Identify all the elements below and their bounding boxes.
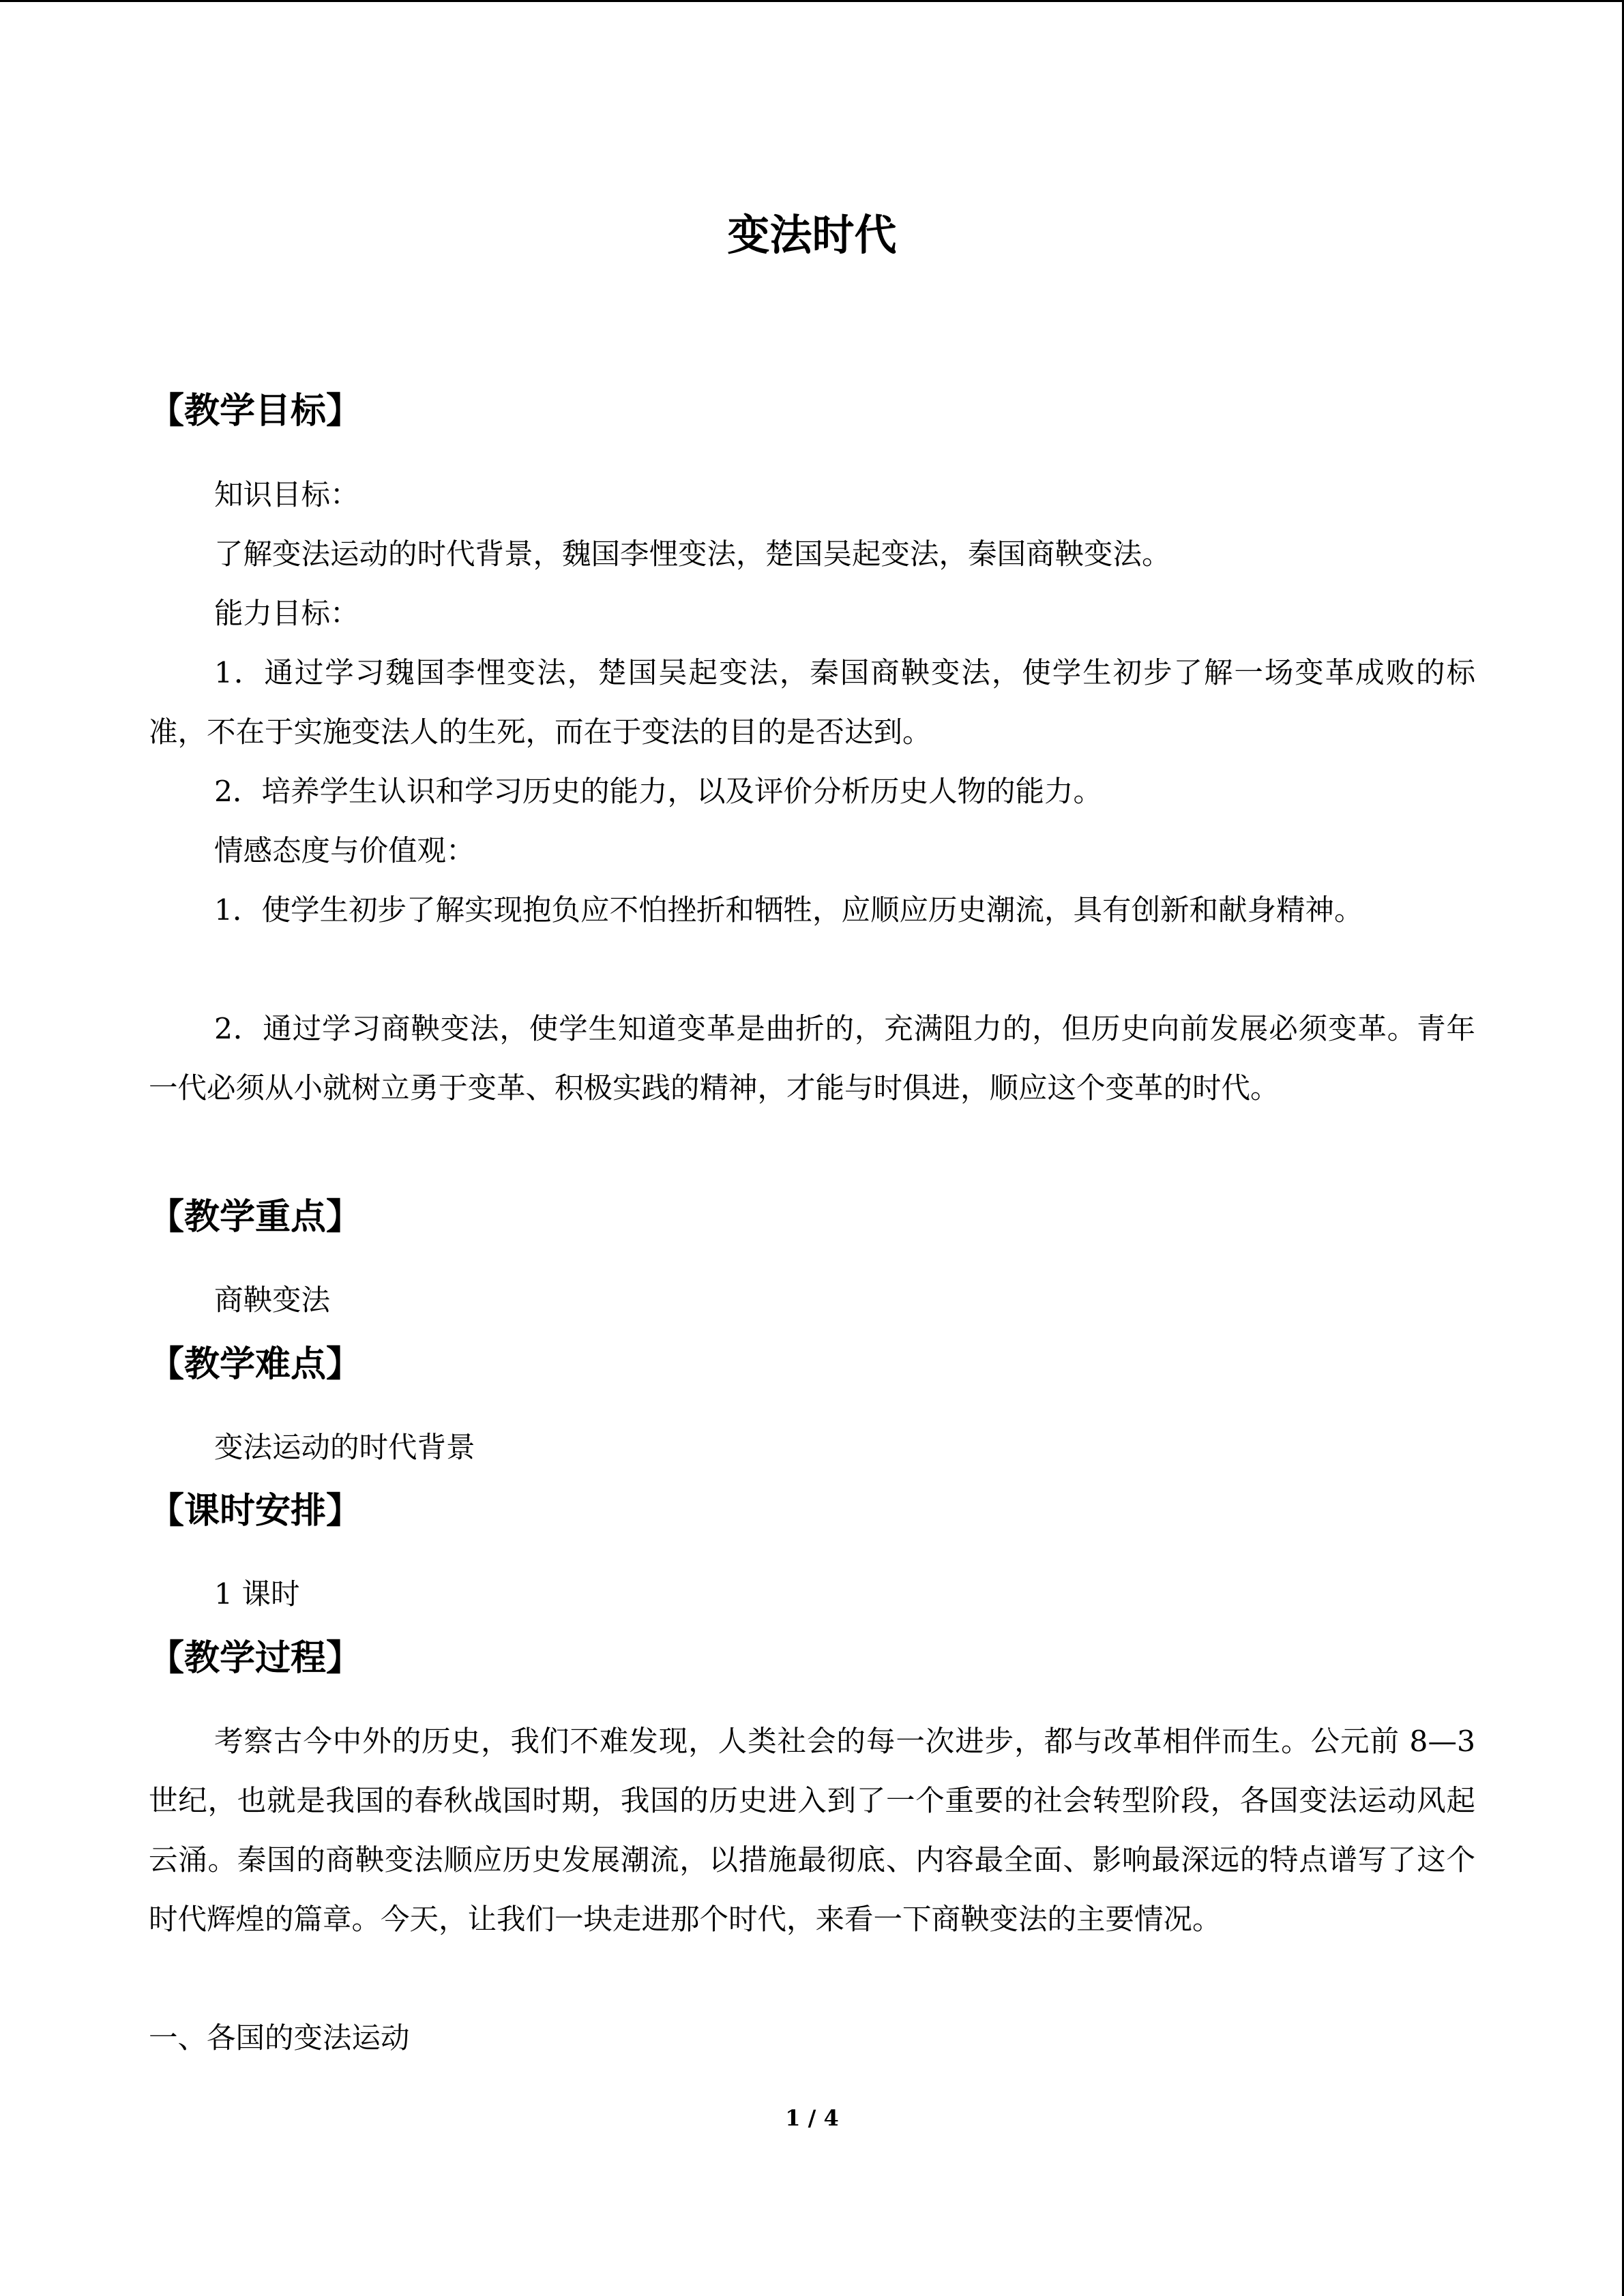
key-point-text: 商鞅变法 (214, 1284, 331, 1317)
heading-difficulty: 【教学难点】 (149, 1344, 362, 1385)
document-title: 变法时代 (727, 210, 897, 260)
heading-objectives: 【教学目标】 (149, 391, 362, 432)
page-number: 1 / 4 (785, 2105, 839, 2131)
emotion-objective-2: 2．通过学习商鞅变法，使学生知道变革是曲折的，充满阻力的，但历史向前发展必须变革。青年一代必须从小就树立勇于变革、积极实践的精神，才能与时俱进，顺应这个变革的时代。 (149, 1013, 1475, 1105)
ability-objective-label: 能力目标： (214, 597, 359, 631)
ability-objective-1: 1．通过学习魏国李悝变法，楚国吴起变法，秦国商鞅变法，使学生初步了解一场变革成败的标准，不在于实施变法人的生死，而在于变法的目的是否达到。 (149, 657, 1475, 749)
knowledge-objective-label: 知识目标： (214, 479, 359, 512)
difficulty-text: 变法运动的时代背景 (214, 1431, 475, 1465)
heading-key-point: 【教学重点】 (149, 1197, 362, 1238)
ability-objective-2: 2．培养学生认识和学习历史的能力，以及评价分析历史人物的能力。 (214, 775, 1103, 809)
process-intro-text: 考察古今中外的历史，我们不难发现，人类社会的每一次进步，都与改革相伴而生。公元前 8—3 世纪，也就是我国的春秋战国时期，我国的历史进入到了一个重要的社会转型阶段，各国变法运动风起云涌。秦国的商鞅变法顺应历史发展潮流，以措施最彻底、内容最全面、影响最深远的特点谱写了这个时代辉煌的篇章。今天，让我们一块走进那个时代，来看一下商鞅变法的主要情况。 (149, 1725, 1475, 1937)
emotion-objective-label: 情感态度与价值观： (214, 835, 475, 868)
emotion-objective-1: 1．使学生初步了解实现抱负应不怕挫折和牺牲，应顺应历史潮流，具有创新和献身精神。 (214, 894, 1363, 927)
heading-process: 【教学过程】 (149, 1638, 362, 1679)
schedule-text: 1 课时 (214, 1578, 300, 1611)
knowledge-objective-text: 了解变法运动的时代背景，魏国李悝变法，楚国吴起变法，秦国商鞅变法。 (214, 538, 1171, 571)
top-border-rule (0, 0, 1624, 2)
heading-schedule: 【课时安排】 (149, 1491, 362, 1532)
process-subheading-1: 一、各国的变法运动 (149, 2022, 410, 2055)
